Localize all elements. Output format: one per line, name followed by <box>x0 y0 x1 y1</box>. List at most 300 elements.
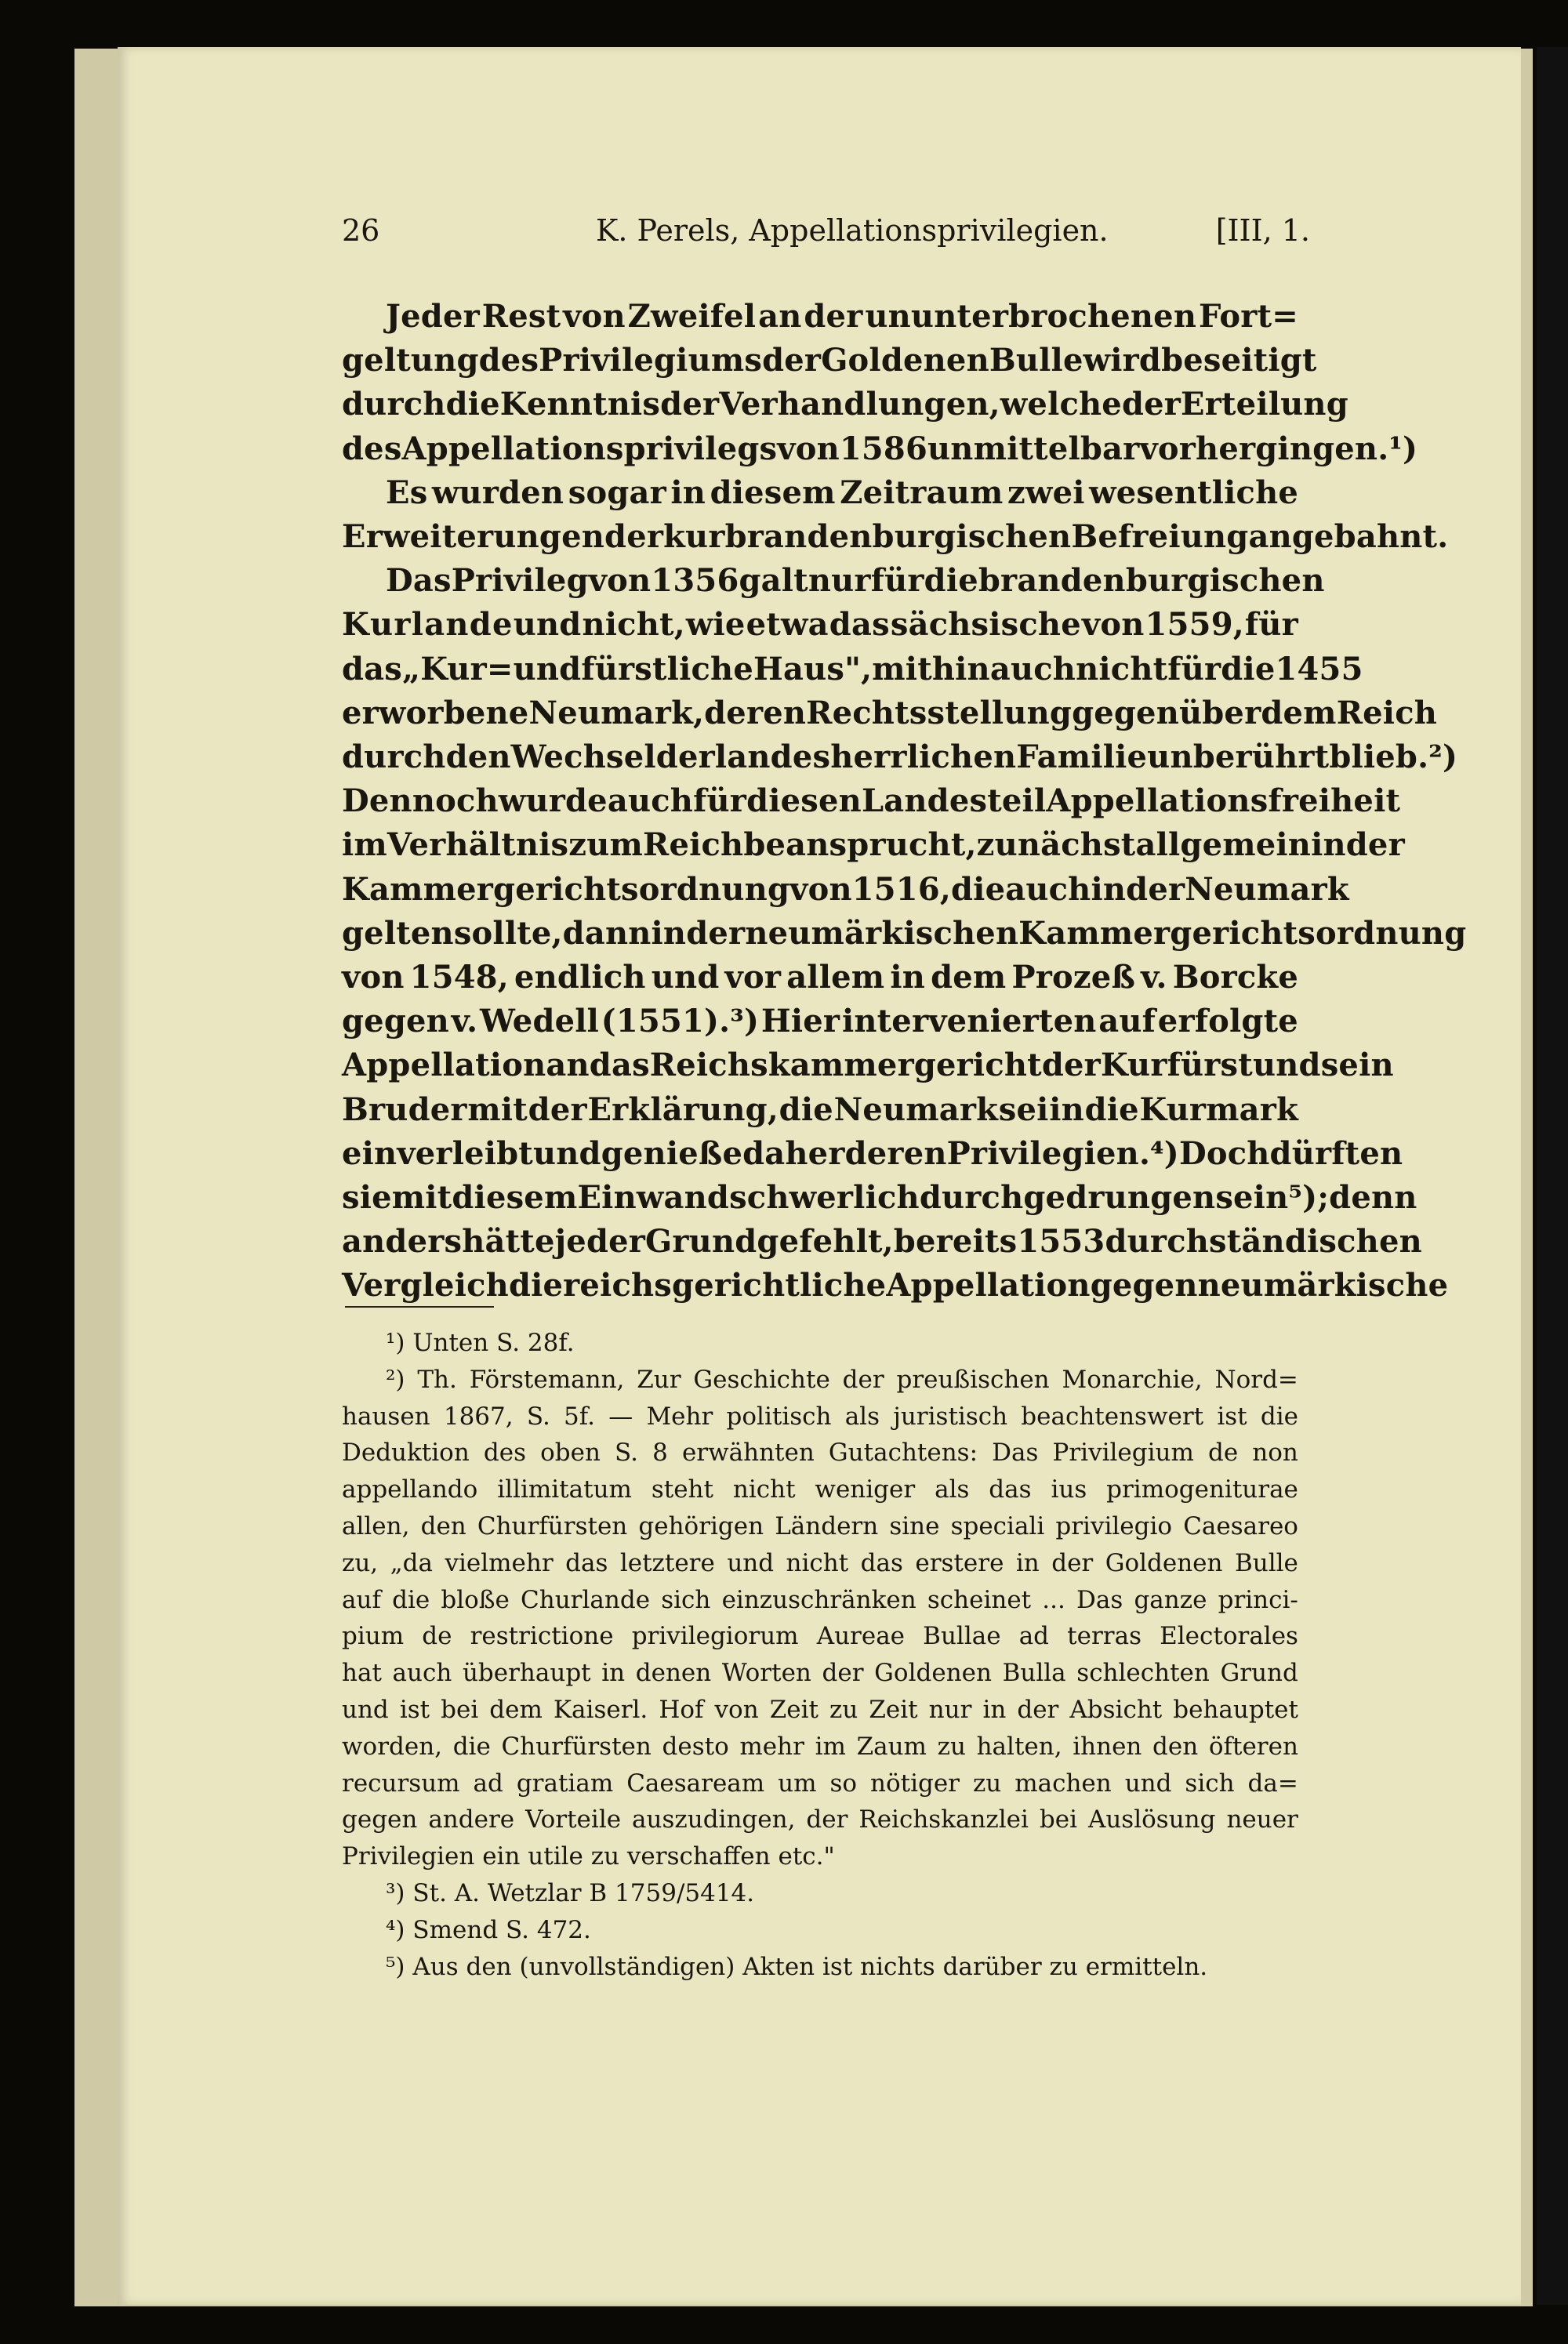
word: vor <box>724 959 782 996</box>
body-text <box>342 295 1467 1308</box>
word: e <box>492 606 513 644</box>
word: Das <box>992 1439 1039 1468</box>
word: 1553 <box>1017 1223 1105 1261</box>
word: so <box>829 1769 858 1798</box>
word: und <box>1252 1047 1321 1084</box>
word: Churlande <box>521 1585 651 1614</box>
word: unberührt <box>1147 738 1330 776</box>
word: blieb.²) <box>1329 738 1458 776</box>
word: Verhältnis <box>387 826 569 864</box>
word: das <box>989 1475 1032 1504</box>
body-line <box>342 603 1298 647</box>
word: der <box>1126 870 1185 908</box>
word: welche <box>1000 386 1122 423</box>
word: speciali <box>950 1511 1045 1540</box>
word: vorhergingen.¹) <box>1139 430 1418 467</box>
word: w <box>382 518 410 556</box>
word: Befreiung <box>1071 518 1249 556</box>
footnote-line <box>342 1729 1298 1765</box>
word: ihnen <box>1073 1732 1142 1761</box>
word: einzuschränken <box>721 1585 916 1614</box>
word: Neumark <box>1185 870 1349 908</box>
word: halten, <box>976 1732 1062 1761</box>
word: Geschichte <box>693 1365 830 1394</box>
word: v. <box>1141 959 1167 996</box>
word: durchgedrungen <box>919 1179 1216 1217</box>
word: in <box>982 1695 1007 1724</box>
word: ganze <box>1134 1585 1207 1614</box>
word: galt <box>739 562 808 600</box>
word: erstere <box>915 1548 1004 1577</box>
word: die <box>392 1585 430 1614</box>
footnote-line <box>342 1435 1298 1471</box>
word: auch <box>392 1659 452 1688</box>
word: 1516, <box>851 870 951 908</box>
footnote-line <box>342 1471 1298 1508</box>
word: gegen <box>342 1805 418 1834</box>
word: Zeit <box>869 1695 918 1724</box>
word: bloße <box>441 1585 510 1614</box>
body-line <box>342 1176 1417 1220</box>
word: neuer <box>1226 1805 1298 1834</box>
word: Ländern <box>775 1511 879 1540</box>
word: erwähnten <box>681 1439 815 1468</box>
word: und <box>513 650 582 688</box>
body-line <box>342 691 1438 735</box>
word: landesherrlichen <box>714 738 1017 776</box>
word: um <box>778 1769 817 1798</box>
body-line <box>342 956 1298 1000</box>
word: von <box>777 430 840 467</box>
word: Wedell <box>479 1003 600 1040</box>
word: Churfürsten <box>501 1732 652 1761</box>
word: der <box>604 518 664 556</box>
word: e <box>409 518 430 556</box>
word: die <box>1221 650 1276 688</box>
footnote-line <box>342 1765 1298 1802</box>
word: Deduktion <box>342 1439 470 1468</box>
word: andere <box>428 1805 515 1834</box>
word: zu <box>937 1732 966 1761</box>
word: r <box>394 606 411 644</box>
word: Auslösung <box>1087 1805 1216 1834</box>
word: schwerlich <box>729 1179 920 1217</box>
word: als <box>844 1402 880 1431</box>
word: Goldenen <box>874 1659 992 1688</box>
word: deren <box>844 1134 947 1172</box>
word: die <box>452 1732 491 1761</box>
word: t <box>441 518 457 556</box>
word: princi- <box>1218 1585 1298 1614</box>
word: — <box>608 1402 633 1431</box>
word: wurden <box>431 474 564 511</box>
word: Fort= <box>1199 298 1298 335</box>
word: privilegio <box>1055 1511 1173 1540</box>
word: auch <box>989 650 1076 688</box>
word: dem <box>931 959 1007 996</box>
word: Appellation <box>342 1047 546 1084</box>
word: nicht <box>786 1548 849 1577</box>
word: zwei <box>1007 474 1085 511</box>
word: Privilegien.⁴) <box>946 1134 1179 1172</box>
word: Kaiserl. <box>553 1695 648 1724</box>
word: Das <box>1076 1585 1123 1614</box>
word: „Kur= <box>402 650 514 688</box>
word: überhaupt <box>462 1659 591 1688</box>
word: Kammergerichtsordnung <box>1018 914 1467 952</box>
word: Bulla <box>1002 1659 1066 1688</box>
word: auch <box>607 782 694 820</box>
body-line <box>342 1264 1449 1308</box>
word: wird <box>1083 342 1162 379</box>
word: Absicht <box>1069 1695 1163 1724</box>
word: Worten <box>721 1659 811 1688</box>
word: brandenburgischen <box>978 562 1325 600</box>
word: das <box>829 606 890 644</box>
word: von <box>714 1695 759 1724</box>
word: dürften <box>1269 1134 1403 1172</box>
footnote-line: Privilegien ein utile zu verschaffen etc." <box>342 1842 835 1871</box>
word: de <box>1207 1439 1239 1468</box>
word: gratiam <box>516 1769 614 1798</box>
word: in <box>670 474 706 511</box>
word: zunächst <box>976 826 1136 864</box>
word: in <box>1049 1090 1084 1128</box>
word: denen <box>635 1659 712 1688</box>
word: die <box>951 870 1006 908</box>
body-line <box>342 779 1401 823</box>
word: Privilegium <box>1052 1439 1194 1468</box>
word: Bruder <box>342 1090 467 1128</box>
word: Jeder <box>386 298 480 335</box>
word: der <box>1017 1695 1059 1724</box>
word: neumärkischen <box>745 914 1019 952</box>
word: Appellation <box>886 1267 1091 1304</box>
word: ist <box>399 1695 430 1724</box>
word: ad <box>473 1769 503 1798</box>
word: auf <box>1098 1003 1156 1040</box>
word: die <box>508 1267 564 1304</box>
word: zu <box>972 1769 1002 1798</box>
word: 8 <box>652 1439 668 1468</box>
word: ununterbrochenen <box>865 298 1197 335</box>
word: der <box>1121 386 1181 423</box>
word: Goldenen <box>821 342 989 379</box>
word: Vorteile <box>525 1805 622 1834</box>
word: sogar <box>568 474 666 511</box>
word: sich <box>1185 1769 1235 1798</box>
word: n <box>581 518 605 556</box>
word: Kenntnis <box>499 386 661 423</box>
word: Neumark <box>833 1090 999 1128</box>
word: Bullae <box>923 1622 1001 1651</box>
word: Verhandlungen, <box>719 386 1000 423</box>
word: des <box>478 342 539 379</box>
word: sein⁵); <box>1215 1179 1330 1217</box>
word: u <box>370 606 394 644</box>
word: oben <box>540 1439 601 1468</box>
word: nicht <box>732 1475 796 1504</box>
word: Landesteil <box>861 782 1047 820</box>
word: in <box>890 959 926 996</box>
word: machen <box>1014 1769 1112 1798</box>
word: der <box>1051 1548 1094 1577</box>
word: etwa <box>746 606 829 644</box>
word: terras <box>1067 1622 1142 1651</box>
word: auszudingen, <box>632 1805 796 1834</box>
word: mit <box>467 1090 528 1128</box>
word: Vergleich <box>342 1267 509 1304</box>
word: Monarchie, <box>1062 1365 1203 1394</box>
word: (1551).³) <box>601 1003 760 1040</box>
word: non <box>1252 1439 1298 1468</box>
section-marker: [III, 1. <box>1215 213 1310 248</box>
word: die <box>779 1090 833 1128</box>
word: Churfürsten <box>477 1511 628 1540</box>
word: und <box>513 606 582 644</box>
word: sie <box>342 1179 392 1217</box>
word: Caesareo <box>1183 1511 1298 1540</box>
word: von <box>1081 606 1145 644</box>
word: „da <box>390 1548 433 1577</box>
word: Reichskanzlei <box>858 1805 1029 1834</box>
word: politisch <box>726 1402 832 1431</box>
word: das <box>589 1047 650 1084</box>
word: der <box>1041 1047 1101 1084</box>
word: der <box>655 738 715 776</box>
word: primogeniturae <box>1106 1475 1298 1504</box>
word: angebahnt. <box>1248 518 1449 556</box>
word: n <box>445 606 469 644</box>
body-line <box>342 295 1298 339</box>
word: und <box>651 959 720 996</box>
body-line <box>342 823 1405 867</box>
word: der <box>762 342 822 379</box>
word: Kurmark <box>1139 1090 1298 1128</box>
word: durch <box>1105 1223 1210 1261</box>
word: den <box>445 738 511 776</box>
word: Zur <box>637 1365 681 1394</box>
word: r <box>477 518 494 556</box>
word: einverleibt <box>342 1134 533 1172</box>
word: gegen <box>342 1003 449 1040</box>
word: behauptet <box>1173 1695 1298 1724</box>
word: bereits <box>893 1223 1018 1261</box>
word: für <box>1244 606 1298 644</box>
word: gefehlt, <box>757 1223 894 1261</box>
word: Appellationsfreiheit <box>1046 782 1401 820</box>
word: von <box>342 959 405 996</box>
word: Zeit <box>769 1695 818 1724</box>
word: 1356 <box>651 562 739 600</box>
word: Mehr <box>646 1402 713 1431</box>
word: Aureae <box>816 1622 906 1651</box>
word: erfolgte <box>1157 1003 1298 1040</box>
word: allgemein <box>1135 826 1312 864</box>
word: beachtenswert <box>1021 1402 1204 1431</box>
word: Neumark, <box>528 694 705 731</box>
body-line <box>342 1043 1394 1087</box>
word: der <box>528 1090 587 1128</box>
body-line <box>342 471 1298 515</box>
word: durch <box>342 738 446 776</box>
word: sei <box>998 1090 1049 1128</box>
word: s", <box>826 650 873 688</box>
word: l <box>411 606 424 644</box>
word: u <box>804 650 827 688</box>
word: Grund <box>645 1223 757 1261</box>
footnote-line: ⁵) Aus den (unvollständigen) Akten ist nichts darüber zu ermitteln. <box>386 1952 1208 1981</box>
word: sine <box>889 1511 940 1540</box>
footnote-line <box>342 1802 1298 1838</box>
word: v. <box>451 1003 478 1040</box>
word: K <box>342 606 369 644</box>
word: die <box>924 562 978 600</box>
footnote-line <box>342 1692 1298 1729</box>
word: juristisch <box>893 1402 1008 1431</box>
word: 1559, <box>1145 606 1244 644</box>
word: Wechsel <box>510 738 656 776</box>
footnote-line <box>342 1655 1298 1692</box>
word: ständischen <box>1209 1223 1422 1261</box>
word: restrictione <box>470 1622 614 1651</box>
word: und <box>727 1548 775 1577</box>
word: unmittelbar <box>927 430 1140 467</box>
body-line <box>342 648 1363 691</box>
word: letztere <box>619 1548 715 1577</box>
word: auch <box>1005 870 1091 908</box>
word: das <box>565 1548 608 1577</box>
word: reichsgerichtliche <box>563 1267 887 1304</box>
word: schlechten <box>1076 1659 1210 1688</box>
word: zu, <box>342 1548 379 1577</box>
word: der <box>842 1365 884 1394</box>
word: Kammergerichtsordnung <box>342 870 790 908</box>
footnote-line: ³) St. A. Wetzlar B 1759/5414. <box>386 1878 755 1907</box>
word: E <box>342 518 366 556</box>
word: steht <box>651 1475 713 1504</box>
word: das <box>860 1548 903 1577</box>
word: allem <box>786 959 885 996</box>
body-line <box>342 1000 1298 1043</box>
word: ... <box>1042 1585 1065 1614</box>
word: Privilegiums <box>539 342 763 379</box>
word: endlich <box>514 959 646 996</box>
word: anders <box>342 1223 463 1261</box>
word: der <box>1345 826 1405 864</box>
word: allen, <box>342 1511 410 1540</box>
word: Zaum <box>856 1732 927 1761</box>
word: an <box>546 1047 590 1084</box>
word: jeder <box>554 1223 646 1261</box>
word: ius <box>1051 1475 1087 1504</box>
word: sächsische <box>890 606 1081 644</box>
word: worden, <box>342 1732 443 1761</box>
word: Grund <box>1220 1659 1298 1688</box>
word: r <box>365 518 383 556</box>
word: a <box>782 650 804 688</box>
word: vielmehr <box>445 1548 554 1577</box>
word: da= <box>1247 1769 1298 1798</box>
footnotes <box>342 1325 1298 1985</box>
footnote-line <box>342 1362 1298 1399</box>
running-header <box>342 213 1310 260</box>
word: ist <box>1217 1402 1247 1431</box>
body-line <box>342 868 1349 912</box>
word: i <box>430 518 442 556</box>
word: wie <box>685 606 746 644</box>
body-line <box>342 735 1458 779</box>
word: beseitigt <box>1161 342 1317 379</box>
word: Bulle <box>989 342 1083 379</box>
word: Reich <box>1336 694 1438 731</box>
word: für <box>693 782 747 820</box>
word: der <box>822 1659 864 1688</box>
word: u <box>493 518 517 556</box>
word: preußischen <box>896 1365 1050 1394</box>
word: hätte <box>462 1223 555 1261</box>
scan-border <box>1537 47 1568 2305</box>
word: an <box>758 298 802 335</box>
body-line <box>342 383 1348 426</box>
word: dem <box>1261 694 1337 731</box>
word: Hof <box>659 1695 704 1724</box>
word: nicht <box>1076 650 1168 688</box>
word: nötiger <box>869 1769 960 1798</box>
word: diesem <box>710 474 836 511</box>
word: Rest <box>481 298 561 335</box>
word: beansprucht, <box>743 826 977 864</box>
word: Es <box>386 474 428 511</box>
page-number: 26 <box>342 213 380 248</box>
footnote-line <box>342 1508 1298 1545</box>
word: nur <box>928 1695 972 1724</box>
word: denn <box>1329 1179 1417 1217</box>
word: im <box>342 826 387 864</box>
word: in <box>1015 1548 1040 1577</box>
word: von <box>588 562 652 600</box>
body-line <box>342 1088 1298 1132</box>
word: für <box>1167 650 1221 688</box>
word: weniger <box>815 1475 916 1504</box>
footnote-line: ⁴) Smend S. 472. <box>386 1915 591 1944</box>
word: desto <box>662 1732 729 1761</box>
word: Goldenen <box>1105 1548 1223 1577</box>
word: von <box>563 298 626 335</box>
word: Electorales <box>1160 1622 1298 1651</box>
word: Zweifel <box>627 298 757 335</box>
word: d <box>469 606 492 644</box>
word: Appellationsprivilegs <box>401 430 778 467</box>
word: Th. <box>417 1365 457 1394</box>
word: wurde <box>498 782 608 820</box>
word: kurbrandenburgischen <box>663 518 1072 556</box>
word: die <box>1084 1090 1139 1128</box>
word: Familie <box>1016 738 1148 776</box>
word: privilegiorum <box>631 1622 799 1651</box>
footnote-line <box>342 1399 1298 1435</box>
word: geltung <box>342 342 479 379</box>
body-line <box>342 515 1449 559</box>
word: Kurfürst <box>1100 1047 1253 1084</box>
word: genieße <box>601 1134 743 1172</box>
word: mehr <box>739 1732 804 1761</box>
word: in <box>1311 826 1346 864</box>
body-line <box>342 339 1317 383</box>
word: des <box>342 430 402 467</box>
word: g <box>539 518 562 556</box>
body-line <box>342 1220 1422 1264</box>
